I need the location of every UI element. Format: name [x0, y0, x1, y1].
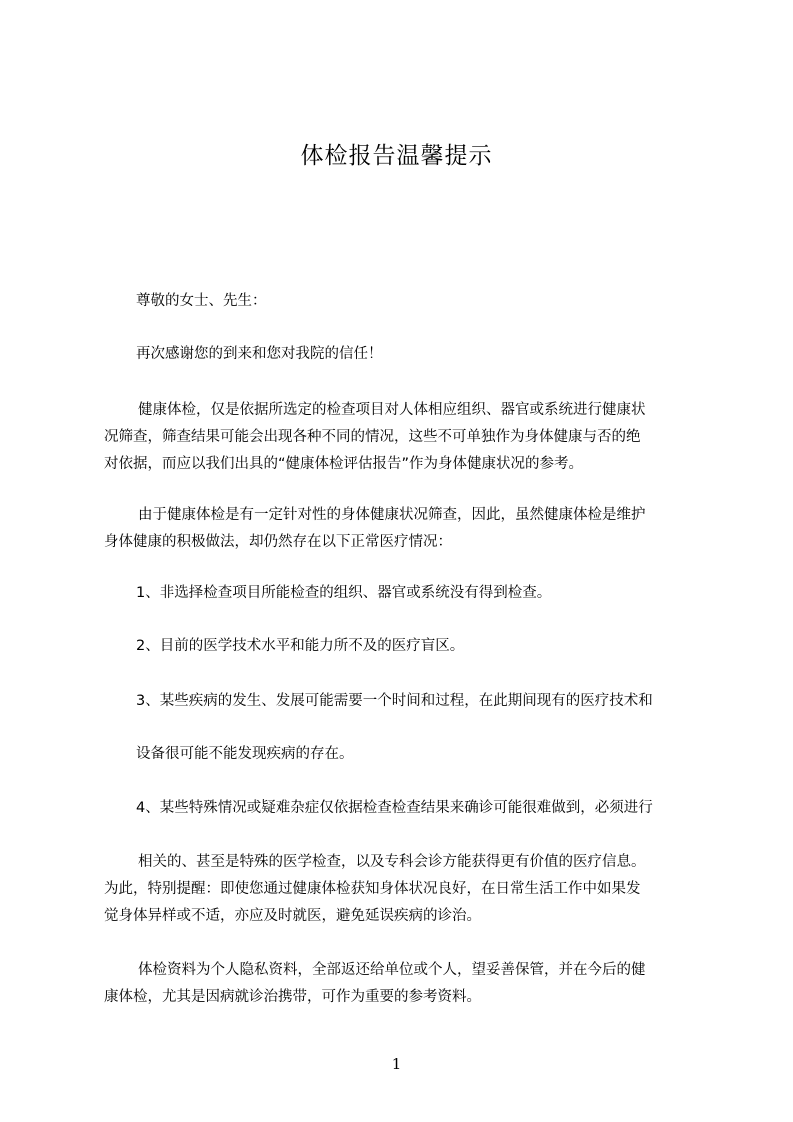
- list-item-4-continuation: 相关的、甚至是特殊的医学检查，以及专科会诊方能获得更有价值的医疗信息。 为此，特别提醒：即使您通过健康体检获知身体状况良好，在日常生活工作中如果发 觉身体异样或不适，亦应及时就医，避免延误疾病的诊治。: [104, 854, 646, 924]
- thanks-line: 再次感谢您的到来和您对我院的信任！: [136, 346, 383, 362]
- list-item-4-line-1: 4、某些特殊情况或疑难杂症仅依据检查检查结果来确诊可能很难做到，必须进行: [136, 800, 653, 816]
- page-title: 体检报告温馨提示: [300, 143, 493, 169]
- list-item-2: 2、目前的医学技术水平和能力所不及的医疗盲区。: [136, 638, 465, 654]
- paragraph-basis: 健康体检，仅是依据所选定的检查项目对人体相应组织、器官或系统进行健康状 况筛查，筛查结果可能会出现各种不同的情况，这些不可单独作为身体健康与否的绝 对依据，而应以我们出具的“健康体检评估报告”作为身体健康状况的参考。: [104, 402, 646, 472]
- page-number: 1: [391, 1055, 402, 1073]
- list-item-1: 1、非选择检查项目所能检查的组织、器官或系统没有得到检查。: [136, 585, 552, 601]
- paragraph-limits: 由于健康体检是有一定针对性的身体健康状况筛查，因此，虽然健康体检是维护 身体健康的积极做法，却仍然存在以下正常医疗情况：: [104, 507, 646, 550]
- paragraph-privacy: 体检资料为个人隐私资料，全部返还给单位或个人，望妥善保管，并在今后的健 康体检，尤其是因病就诊治携带，可作为重要的参考资料。: [104, 962, 646, 1005]
- list-item-3-line-1: 3、某些疾病的发生、发展可能需要一个时间和过程，在此期间现有的医疗技术和: [136, 693, 653, 709]
- list-item-3-line-2: 设备很可能不能发现疾病的存在。: [136, 746, 354, 762]
- salutation: 尊敬的女士、先生：: [136, 293, 267, 309]
